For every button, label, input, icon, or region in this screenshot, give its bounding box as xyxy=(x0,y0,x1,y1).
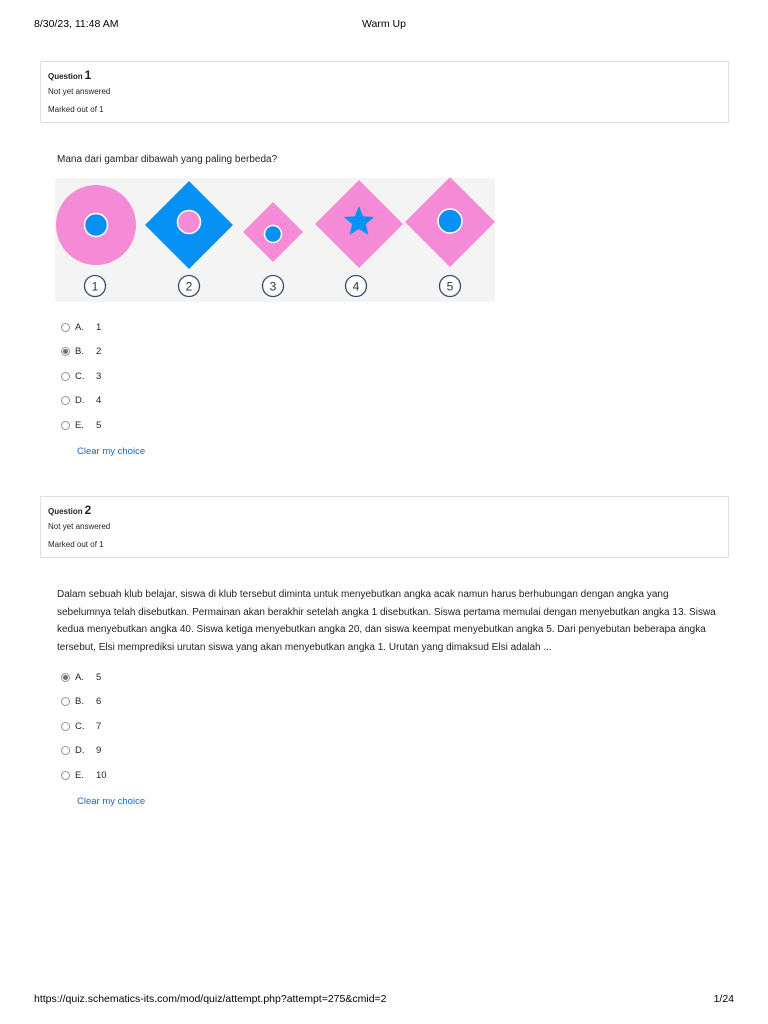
option-letter: D. xyxy=(75,395,85,407)
answer-option[interactable] xyxy=(61,690,107,715)
figure-label-1: 1 xyxy=(91,279,99,294)
option-value: 4 xyxy=(96,395,102,407)
clear-choice-link-q1[interactable]: Clear my choice xyxy=(77,446,146,457)
question-2-text: Dalam sebuah klub belajar, siswa di klub tersebut diminta untuk menyebutkan angka acak namun harus berhubungan dengan angka yang sebelumnya telah disebutkan. Permainan akan berakhir setelah angka 1 disebutkan. Siswa pertama memulai dengan menyebutkan angka 13. Siswa kedua menyebutkan angka 40. Siswa ketiga menyebutkan angka 20, dan siswa keempat menyebutkan angka 5. Dari penyebutan beberapa angka tersebut, Elsi memprediksi urutan siswa yang akan menyebutkan angka 1. Urutan yang dimaksud Elsi adalah ... xyxy=(57,589,716,653)
figure-label-5: 5 xyxy=(446,279,454,294)
print-header xyxy=(34,18,734,32)
figure-label-4: 4 xyxy=(352,279,360,294)
option-letter: B. xyxy=(75,696,84,708)
option-letter: A. xyxy=(75,321,84,333)
answer-option[interactable] xyxy=(61,739,107,764)
option-letter: C. xyxy=(75,370,85,382)
radio-button[interactable] xyxy=(61,421,70,430)
shape-3-blue-dot xyxy=(265,226,282,243)
question-1-answers xyxy=(61,315,101,438)
option-value: 3 xyxy=(96,370,102,382)
print-title: Warm Up xyxy=(362,18,406,30)
option-value: 6 xyxy=(96,696,102,708)
option-value: 1 xyxy=(96,321,102,333)
radio-button-selected[interactable] xyxy=(61,673,70,682)
answer-option[interactable] xyxy=(61,665,107,690)
option-letter: B. xyxy=(75,346,84,358)
radio-button[interactable] xyxy=(61,697,70,706)
option-value: 2 xyxy=(96,346,102,358)
question-1-figure xyxy=(55,178,495,302)
print-datetime: 8/30/23, 11:48 AM xyxy=(34,18,119,30)
question-grade: Marked out of 1 xyxy=(48,540,104,549)
answer-option[interactable] xyxy=(61,340,101,365)
option-value: 5 xyxy=(96,671,102,683)
radio-button[interactable] xyxy=(61,323,70,332)
print-footer xyxy=(34,993,734,1007)
answer-option[interactable] xyxy=(61,389,101,414)
radio-button[interactable] xyxy=(61,396,70,405)
question-1-text: Mana dari gambar dibawah yang paling berbeda? xyxy=(57,154,278,165)
print-page-number: 1/24 xyxy=(713,993,734,1005)
option-letter: A. xyxy=(75,671,84,683)
option-value: 9 xyxy=(96,745,102,757)
radio-button[interactable] xyxy=(61,771,70,780)
option-letter: D. xyxy=(75,745,85,757)
print-url: https://quiz.schematics-its.com/mod/quiz/attempt.php?attempt=275&cmid=2 xyxy=(34,993,387,1005)
question-2-info xyxy=(40,496,729,558)
shapes-figure xyxy=(55,178,495,302)
radio-button[interactable] xyxy=(61,746,70,755)
radio-button[interactable] xyxy=(61,722,70,731)
radio-button-selected[interactable] xyxy=(61,347,70,356)
clear-choice-link-q2[interactable]: Clear my choice xyxy=(77,796,146,807)
answer-option[interactable] xyxy=(61,413,101,438)
question-number: Question 1 xyxy=(48,68,92,82)
question-1-info xyxy=(40,61,729,123)
option-value: 7 xyxy=(96,720,102,732)
shape-2-pink-dot xyxy=(178,211,201,234)
radio-button[interactable] xyxy=(61,372,70,381)
option-value: 5 xyxy=(96,419,102,431)
question-2-answers xyxy=(61,665,107,788)
shape-5-blue-dot xyxy=(438,209,462,233)
figure-label-3: 3 xyxy=(269,279,277,294)
answer-option[interactable] xyxy=(61,714,107,739)
option-letter: E. xyxy=(75,769,84,781)
answer-option[interactable] xyxy=(61,364,101,389)
answer-option[interactable] xyxy=(61,763,107,788)
question-number: Question 2 xyxy=(48,503,92,517)
question-state: Not yet answered xyxy=(48,87,111,96)
figure-label-2: 2 xyxy=(185,279,193,294)
question-state: Not yet answered xyxy=(48,522,111,531)
question-grade: Marked out of 1 xyxy=(48,105,104,114)
shape-1-blue-dot xyxy=(85,214,108,237)
option-letter: E. xyxy=(75,419,84,431)
option-value: 10 xyxy=(96,769,107,781)
answer-option[interactable] xyxy=(61,315,101,340)
option-letter: C. xyxy=(75,720,85,732)
